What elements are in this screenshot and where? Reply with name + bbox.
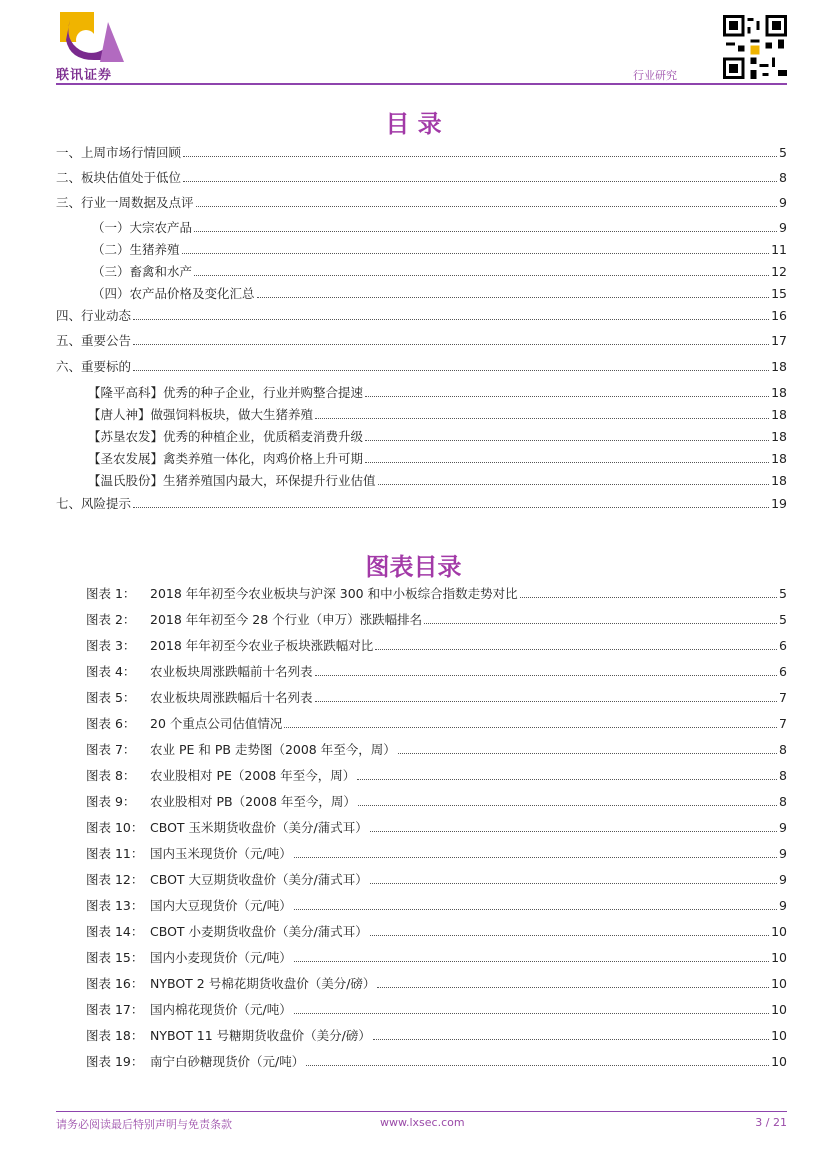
toc-entry[interactable]: 五、重要公告 17 bbox=[56, 333, 787, 348]
figure-entry[interactable]: 图表 8： 农业股相对 PE（2008 年至今，周） 8 bbox=[86, 768, 787, 783]
figure-entry[interactable]: 图表 11： 国内玉米现货价（元/吨） 9 bbox=[86, 846, 787, 861]
header-rule bbox=[56, 83, 787, 85]
figure-entry[interactable]: 图表 19： 南宁白砂糖现货价（元/吨） 10 bbox=[86, 1054, 787, 1069]
toc-entry[interactable]: 【唐人神】做强饲料板块，做大生猪养殖 18 bbox=[88, 407, 787, 422]
figure-entry[interactable]: 图表 2： 2018 年年初至今 28 个行业（申万）涨跌幅排名 5 bbox=[86, 612, 787, 627]
figure-entry[interactable]: 图表 13： 国内大豆现货价（元/吨） 9 bbox=[86, 898, 787, 913]
toc-entry[interactable]: 【温氏股份】生猪养殖国内最大，环保提升行业估值 18 bbox=[88, 473, 787, 488]
figure-entry[interactable]: 图表 9： 农业股相对 PB（2008 年至今，周） 8 bbox=[86, 794, 787, 809]
toc-entry[interactable]: （一）大宗农产品 9 bbox=[92, 220, 787, 235]
toc-entry[interactable]: （三）畜禽和水产 12 bbox=[92, 264, 787, 279]
figure-entry[interactable]: 图表 4： 农业板块周涨跌幅前十名列表 6 bbox=[86, 664, 787, 679]
figure-entry[interactable]: 图表 10： CBOT 玉米期货收盘价（美分/蒲式耳） 9 bbox=[86, 820, 787, 835]
toc-entry[interactable]: 三、行业一周数据及点评 9 bbox=[56, 195, 787, 210]
figure-entry[interactable]: 图表 1： 2018 年年初至今农业板块与沪深 300 和中小板综合指数走势对比 5 bbox=[86, 586, 787, 601]
figure-entry[interactable]: 图表 15： 国内小麦现货价（元/吨） 10 bbox=[86, 950, 787, 965]
figure-entry[interactable]: 图表 16： NYBOT 2 号棉花期货收盘价（美分/磅） 10 bbox=[86, 976, 787, 991]
figure-entry[interactable]: 图表 5： 农业板块周涨跌幅后十名列表 7 bbox=[86, 690, 787, 705]
figure-entry[interactable]: 图表 7： 农业 PE 和 PB 走势图（2008 年至今，周） 8 bbox=[86, 742, 787, 757]
figure-entry[interactable]: 图表 6： 20 个重点公司估值情况 7 bbox=[86, 716, 787, 731]
toc-entry[interactable]: （二）生猪养殖 11 bbox=[92, 242, 787, 257]
footer-rule bbox=[56, 1111, 787, 1112]
company-name: 联讯证券 bbox=[56, 68, 113, 83]
figure-entry[interactable]: 图表 12： CBOT 大豆期货收盘价（美分/蒲式耳） 9 bbox=[86, 872, 787, 887]
toc-title: 目 录 bbox=[385, 110, 442, 138]
document-type: 行业研究 bbox=[633, 69, 677, 82]
footer-disclaimer[interactable]: 请务必阅读最后特别声明与免责条款 bbox=[56, 1118, 232, 1131]
toc-entry[interactable]: 【圣农发展】禽类养殖一体化，肉鸡价格上升可期 18 bbox=[88, 451, 787, 466]
toc-entry[interactable]: 一、上周市场行情回顾 5 bbox=[56, 145, 787, 160]
toc-entry[interactable]: （四）农产品价格及变化汇总 15 bbox=[92, 286, 787, 301]
toc-entry[interactable]: 四、行业动态 16 bbox=[56, 308, 787, 323]
toc-entry[interactable]: 六、重要标的 18 bbox=[56, 359, 787, 374]
toc-entry[interactable]: 【苏垦农发】优秀的种植企业，优质稻麦消费升级 18 bbox=[88, 429, 787, 444]
figure-entry[interactable]: 图表 18： NYBOT 11 号糖期货收盘价（美分/磅） 10 bbox=[86, 1028, 787, 1043]
footer-website[interactable]: www.lxsec.com bbox=[380, 1116, 465, 1129]
footer-page-number: 3 / 21 bbox=[755, 1116, 787, 1129]
figures-title: 图表目录 bbox=[365, 553, 462, 581]
figure-entry[interactable]: 图表 3： 2018 年年初至今农业子板块涨跌幅对比 6 bbox=[86, 638, 787, 653]
toc-entry[interactable]: 二、板块估值处于低位 8 bbox=[56, 170, 787, 185]
figure-entry[interactable]: 图表 17： 国内棉花现货价（元/吨） 10 bbox=[86, 1002, 787, 1017]
qr-code-icon bbox=[723, 15, 787, 79]
figure-entry[interactable]: 图表 14： CBOT 小麦期货收盘价（美分/蒲式耳） 10 bbox=[86, 924, 787, 939]
toc-entry[interactable]: 七、风险提示 19 bbox=[56, 496, 787, 511]
toc-entry[interactable]: 【隆平高科】优秀的种子企业，行业并购整合提速 18 bbox=[88, 385, 787, 400]
